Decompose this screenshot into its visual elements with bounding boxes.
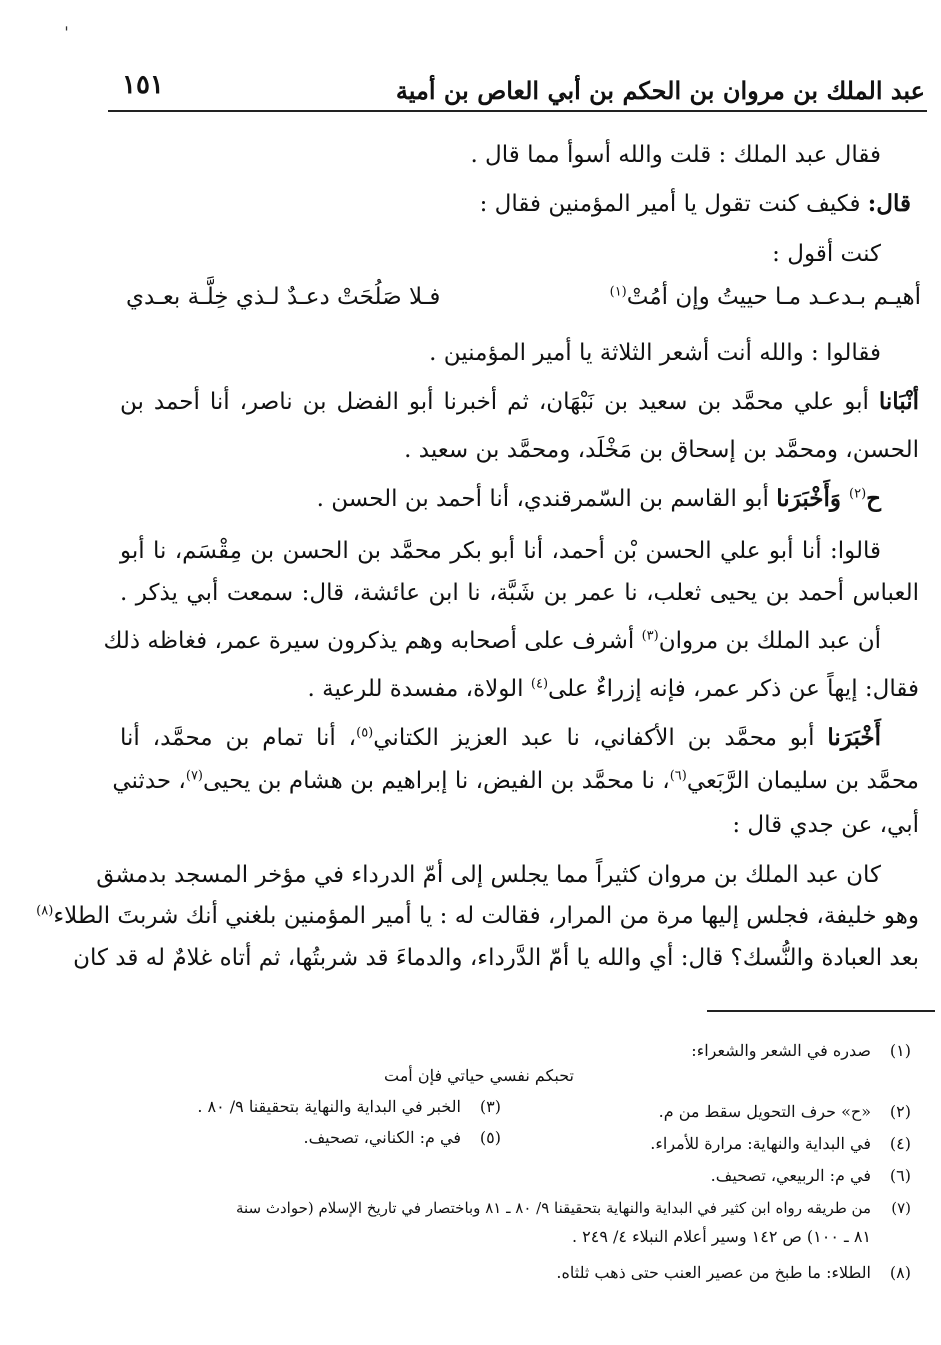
line-text: محمَّد بن سليمان الرَّبَعي: [686, 768, 919, 794]
footnote-number: (٥): [479, 1128, 501, 1147]
text-line-11: [103, 625, 881, 657]
footnote-number: (٣): [479, 1097, 501, 1116]
footnote-7: [112, 1197, 911, 1219]
line-text: الحسن، ومحمَّد بن إسحاق بن مَخْلَد، ومحمَّد بن سعيد .: [404, 437, 919, 463]
footnote-ref-2: (٢): [849, 486, 867, 502]
footnote-ref-3: (٣): [641, 628, 659, 644]
header-rule: [108, 110, 927, 112]
footnote-number: (٤): [889, 1134, 911, 1153]
line-text: ، أنا تمام بن محمَّد، أنا: [120, 725, 357, 751]
footnote-number: (٨): [889, 1263, 911, 1282]
line-text: فكيف كنت تقول يا أمير المؤمنين فقال :: [479, 191, 868, 217]
akhbarana-keyword: وَأَخْبَرَنا: [776, 485, 849, 512]
footnote-text: الخبر في البداية والنهاية بتحقيقنا ٩/ ٨٠ .: [197, 1097, 461, 1116]
line-text: ، حدثني: [112, 768, 186, 794]
line-text: أبي، عن جدي قال :: [732, 812, 919, 838]
line-text: الولاة، مفسدة للرعية .: [307, 676, 531, 702]
footnote-ref-5: (٥): [356, 725, 374, 741]
qala-keyword: قال:: [867, 190, 911, 217]
line-text: فقال عبد الملك : قلت والله أسوأ مما قال .: [470, 142, 881, 168]
verse-text: أهيـم بـدعـد مـا حييتُ وإن أمُتْ: [626, 284, 921, 310]
line-text: قالوا: أنا أبو علي الحسن بْن أحمد، أنا أبو بكر محمَّد بن الحسن بن مِقْسَم، نا أبو: [120, 538, 881, 564]
footnote-text: من طريقه رواه ابن كثير في البداية والنهاية بتحقيقنا ٩/ ٨٠ ـ ٨١ وباختصار في تاريخ الإسلام (حوادث سنة: [235, 1199, 871, 1217]
text-line-15: [120, 809, 919, 841]
line-text: وهو خليفة، فجلس إليها مرة من المرار، فقالت له : يا أمير المؤمنين بلغني أنك شربتَ الطلاء: [53, 903, 919, 929]
running-header-title: عبد الملك بن مروان بن الحكم بن أبي العاص بن أمية: [395, 76, 925, 105]
footnote-number: (١): [889, 1041, 911, 1060]
footnote-text: الطلاء: ما طبخ من عصير العنب حتى ذهب ثلثاه.: [556, 1263, 871, 1282]
line-text: أبو علي محمَّد بن سعيد بن نَبْهَان، ثم أخبرنا أبو الفضل بن ناصر، أنا أحمد بن: [120, 389, 879, 415]
footnote-2: [659, 1102, 911, 1121]
line-text: فقال: إيهاً عن ذكر عمر، فإنه إزراءٌ على: [548, 676, 919, 702]
line-text: ، نا محمَّد بن الفيض، نا إبراهيم بن هشام بن يحيى: [203, 768, 670, 794]
text-line-13: [120, 722, 881, 754]
footnote-ref-4: (٤): [530, 676, 549, 692]
footnote-text: ٨١ ـ ١٠٠) ص ١٤٢ وسير أعلام النبلاء ٤/ ٢٤٩ .: [571, 1227, 871, 1246]
line-text: فقالوا : والله أنت أشعر الثلاثة يا أمير المؤمنين .: [429, 340, 881, 366]
verse-first-hemistich: [610, 284, 921, 310]
line-text: أن عبد الملك بن مروان: [658, 628, 881, 654]
footnote-1-verse: تحبكم نفسي حياتي فإن أمت: [384, 1066, 574, 1085]
line-text: أبو القاسم بن السّمرقندي، أنا أحمد بن الحسن .: [316, 486, 777, 512]
text-line-6: [120, 386, 919, 418]
text-line-3: [120, 238, 881, 270]
footnote-1: [112, 1040, 911, 1062]
footnote-number: (٧): [891, 1199, 911, 1217]
stray-mark: ˈ: [64, 24, 69, 45]
anbana-keyword: أنْبَانا: [878, 388, 919, 415]
footnote-text: في البداية والنهاية: مرارة للأمراء.: [650, 1134, 871, 1153]
footnote-number: (٢): [889, 1102, 911, 1121]
footnote-ref-6: (٦): [669, 768, 687, 784]
footnote-5: [304, 1128, 501, 1147]
text-line-14: [112, 765, 919, 797]
footnote-text: صدره في الشعر والشعراء:: [691, 1041, 871, 1060]
verse-second-hemistich: فـلا صَلُحَتْ دعـدٌ لـذي خِلَّـة بعـدي: [126, 284, 441, 310]
text-line-2: [120, 188, 911, 220]
ha-tahwil: ح: [866, 485, 881, 512]
footnote-4: [650, 1134, 911, 1153]
text-line-10: [120, 577, 919, 609]
footnote-number: (٦): [889, 1166, 911, 1185]
footnote-ref-8: (٨): [36, 903, 54, 919]
footnote-ref-7: (٧): [185, 768, 203, 784]
text-line-9: [120, 535, 881, 567]
footnote-ref-1: (١): [609, 284, 627, 300]
footnote-text: في م: الربيعي، تصحيف.: [710, 1166, 871, 1185]
footnote-7-cont: [112, 1226, 871, 1248]
line-text: كنت أقول :: [772, 241, 881, 267]
footnote-text: «ح» حرف التحويل سقط من م.: [658, 1102, 871, 1121]
page-number: ١٥١: [122, 70, 164, 100]
footnote-3: [197, 1097, 501, 1116]
footnote-6: [112, 1165, 911, 1187]
line-text: العباس أحمد بن يحيى ثعلب، نا عمر بن شَبَّة، نا ابن عائشة، قال: سمعت أبي يذكر .: [120, 580, 919, 606]
akhbarana-keyword: أَخْبَرَنا: [827, 724, 881, 751]
text-line-8: [120, 483, 881, 515]
footnote-separator: [707, 1010, 935, 1012]
text-line-18: [73, 942, 919, 974]
line-text: أبو محمَّد بن الأكفاني، نا عبد العزيز الكتاني: [373, 725, 828, 751]
text-line-1: [120, 139, 881, 171]
line-text: أشرف على أصحابه وهم يذكرون سيرة عمر، فغاظه ذلك: [103, 628, 642, 654]
line-text: بعد العبادة والنُّسك؟ قال: أي والله يا أمّ الدَّرداء، والدماءَ قد شربتُها، ثم أتاه غلامٌ له قد كان: [73, 945, 919, 971]
footnote-text: في م: الكناني، تصحيف.: [303, 1128, 461, 1147]
text-line-5: [120, 337, 881, 369]
line-text: كان عبد الملك بن مروان كثيراً مما يجلس إلى أمّ الدرداء في مؤخر المسجد بدمشق: [96, 862, 881, 888]
text-line-12: [120, 673, 919, 705]
text-line-17: [36, 900, 919, 932]
footnote-8: [112, 1262, 911, 1284]
text-line-7: [120, 434, 919, 466]
text-line-16: [96, 859, 881, 891]
